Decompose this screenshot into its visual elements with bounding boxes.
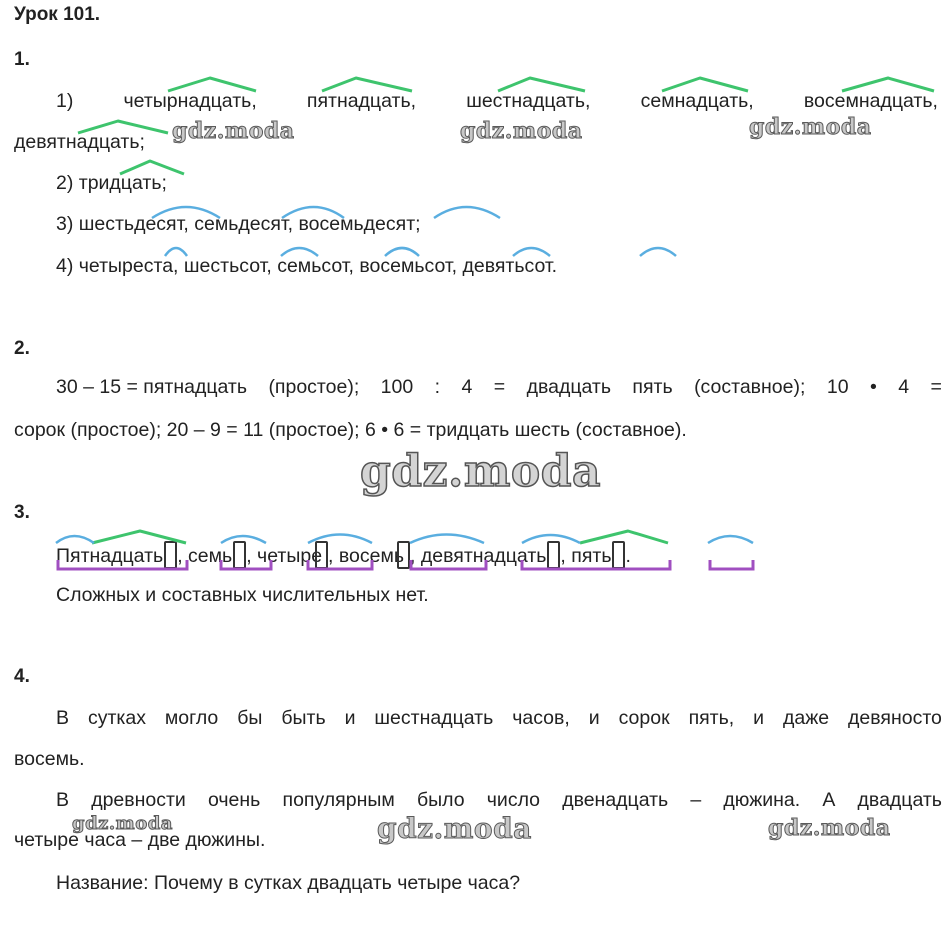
word: сутках [87,707,146,729]
word: – [690,789,702,811]
word: В [56,707,70,729]
word: очень [207,789,261,811]
task-1-line-5: 4) четыреста, шестьсот, семьсот, восемьсот, девятьсот. [56,255,558,277]
watermark: gdz.moda [360,446,602,497]
task-2-part: (простое); [268,376,360,398]
ending-box [233,541,246,569]
task-2-part: = [493,376,506,398]
morpheme-word: семь [188,541,246,569]
word: число [486,789,541,811]
word: девяносто [848,707,942,729]
task-1-line-3: 2) тридцать; [56,172,167,194]
ending-box [315,541,328,569]
watermark: gdz.moda [72,813,173,834]
task-3-words-line [56,541,631,569]
word: бы [237,707,263,729]
comma: , [560,545,566,567]
task-1-word: шестнадцать, [466,90,591,112]
task-1-word: семнадцать, [640,90,754,112]
watermark: gdz.moda [172,118,295,144]
task-4-paragraph-2-line-2: четыре часа – две дюжины. [14,829,266,851]
watermark: gdz.moda [749,114,872,140]
task-2-part: пять [632,376,673,398]
word: шестнадцать [374,707,494,729]
morpheme-word: девятнадцать [421,541,561,569]
word: В [56,789,70,811]
lesson-title: Урок 101. [14,4,101,25]
task-1-number: 1. [14,49,30,70]
word: популярным [282,789,395,811]
comma: , [177,545,183,567]
task-2-part: (составное); [694,376,806,398]
word: даже [782,707,830,729]
task-2-line-1 [56,376,942,399]
word: А [822,789,836,811]
task-1-word: пятнадцать, [306,90,417,112]
word: сорок [618,707,670,729]
watermark: gdz.moda [460,118,583,144]
word: было [416,789,465,811]
task-2-part: 30 – 15 = пятнадцать [56,376,248,398]
task-4-paragraph-1-line-1 [56,707,942,730]
word: дюжина. [723,789,801,811]
task-4-paragraph-3: Название: Почему в сутках двадцать четыре часа? [56,872,521,894]
word: и [344,707,356,729]
word: часов, [512,707,570,729]
word: быть [281,707,326,729]
task-2-part: 10 [826,376,849,398]
ending-box [612,541,625,569]
morpheme-word: четыре [257,541,328,569]
comma: , [328,545,334,567]
task-4-number: 4. [14,666,30,687]
comma: , [410,545,416,567]
task-2-part: = [930,376,942,398]
morpheme-word: восемь [339,541,410,569]
ending-box [397,541,410,569]
morpheme-word: Пятнадцать [56,541,177,569]
word: и [588,707,600,729]
period: . [625,545,631,567]
task-1-word: восемнадцать, [803,90,938,112]
task-2-part: 100 [380,376,414,398]
word: двенадцать [562,789,669,811]
watermark: gdz.moda [768,815,891,841]
comma: , [246,545,252,567]
task-4-paragraph-2-line-1 [56,789,942,812]
watermark: gdz.moda [377,812,532,845]
word: и [753,707,765,729]
task-3-number: 3. [14,502,30,523]
task-2-part: двадцать [526,376,611,398]
task-2-number: 2. [14,338,30,359]
task-1-line-4: 3) шестьдесят, семьдесят, восемьдесят; [56,213,421,235]
task-2-part: • [869,376,877,398]
task-2-line-2: сорок (простое); 20 – 9 = 11 (простое); 6 • 6 = тридцать шесть (составное). [14,419,687,441]
word: могло [164,707,219,729]
task-1-word: четырнадцать, [123,90,257,112]
task-4-paragraph-1-line-2: восемь. [14,748,85,770]
ending-box [547,541,560,569]
word: двадцать [857,789,942,811]
task-1-word: 1) [56,90,74,112]
ending-box [164,541,177,569]
task-1-line-2: девятнадцать; [14,131,145,153]
word: древности [91,789,186,811]
task-1-line-1 [56,90,938,113]
task-2-part: 4 [898,376,910,398]
task-2-part: 4 [461,376,473,398]
task-2-part: : [434,376,441,398]
word: пять, [688,707,735,729]
morpheme-word: пять [571,541,625,569]
task-3-note: Сложных и составных числительных нет. [56,584,429,606]
